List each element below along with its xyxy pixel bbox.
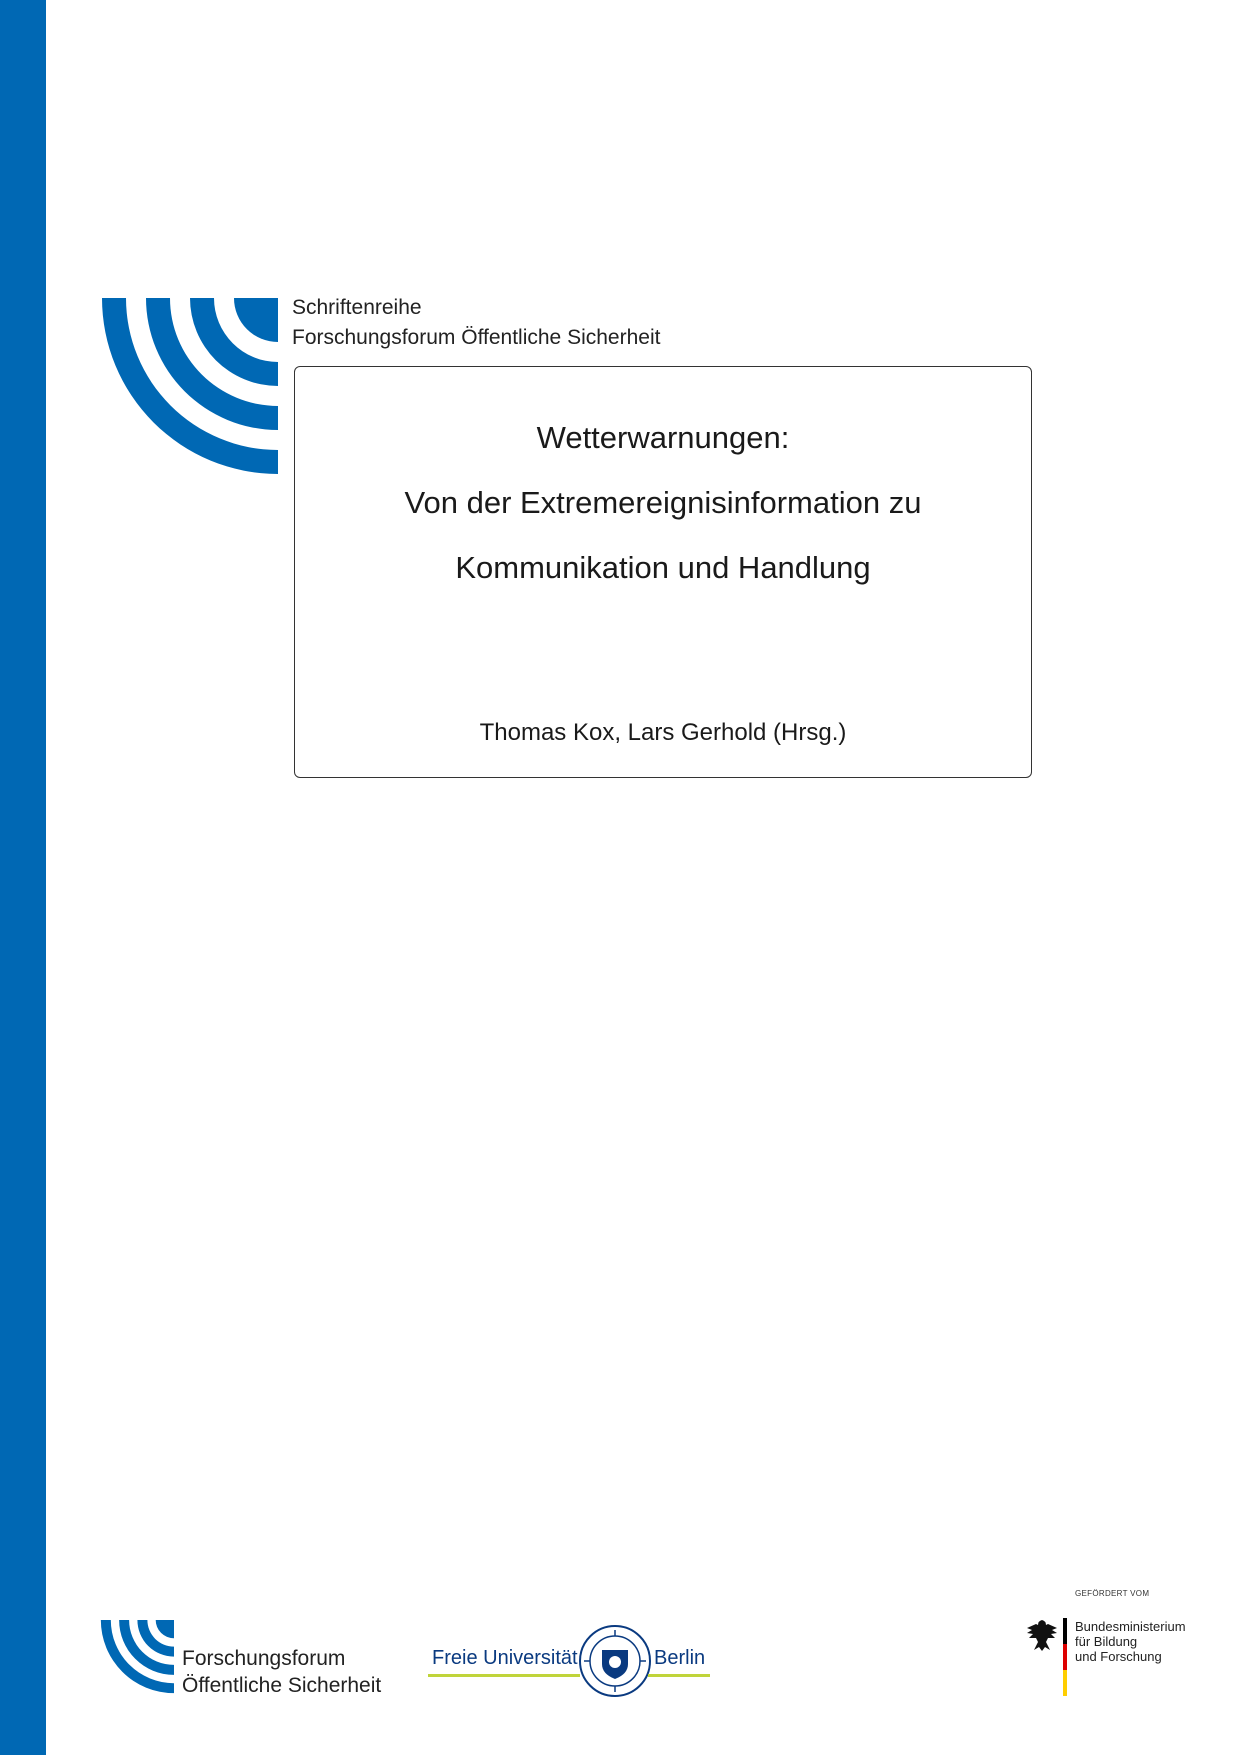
- federal-eagle-icon: [1026, 1618, 1058, 1652]
- series-line-1: Schriftenreihe: [292, 296, 422, 319]
- series-title: [292, 293, 660, 353]
- title-line-2: Von der Extremereignisinformation zu: [404, 485, 922, 520]
- bmbf-name: [1075, 1619, 1186, 1664]
- fu-name-left: Freie Universität: [432, 1647, 578, 1669]
- fu-seal-icon: [578, 1624, 652, 1698]
- fu-underline-left: [428, 1674, 580, 1677]
- german-flag-stripe: [1063, 1618, 1067, 1696]
- title-line-3: Kommunikation und Handlung: [455, 550, 871, 585]
- title-line-1: Wetterwarnungen:: [536, 420, 790, 455]
- bmbf-line-2: für Bildung: [1075, 1634, 1138, 1649]
- fu-underline-right: [648, 1674, 710, 1677]
- wave-arcs-logo-small-icon: [100, 1620, 174, 1694]
- bmbf-line-3: und Forschung: [1075, 1649, 1162, 1664]
- title-box: [294, 366, 1032, 778]
- bmbf-line-1: Bundesministerium: [1075, 1619, 1186, 1634]
- forum-line-1: Forschungsforum: [182, 1647, 346, 1670]
- funded-by-label: GEFÖRDERT VOM: [1075, 1589, 1150, 1598]
- series-line-2: Forschungsforum Öffentliche Sicherheit: [292, 326, 661, 349]
- book-title: [295, 405, 1031, 600]
- editors: Thomas Kox, Lars Gerhold (Hrsg.): [479, 719, 847, 746]
- forum-logo-text: [182, 1645, 381, 1699]
- fu-berlin-logo: [428, 1620, 710, 1700]
- blue-side-bar: [0, 0, 46, 1755]
- wave-arcs-logo-icon: [100, 298, 278, 476]
- forum-line-2: Öffentliche Sicherheit: [182, 1674, 382, 1697]
- fu-name-right: Berlin: [654, 1647, 706, 1669]
